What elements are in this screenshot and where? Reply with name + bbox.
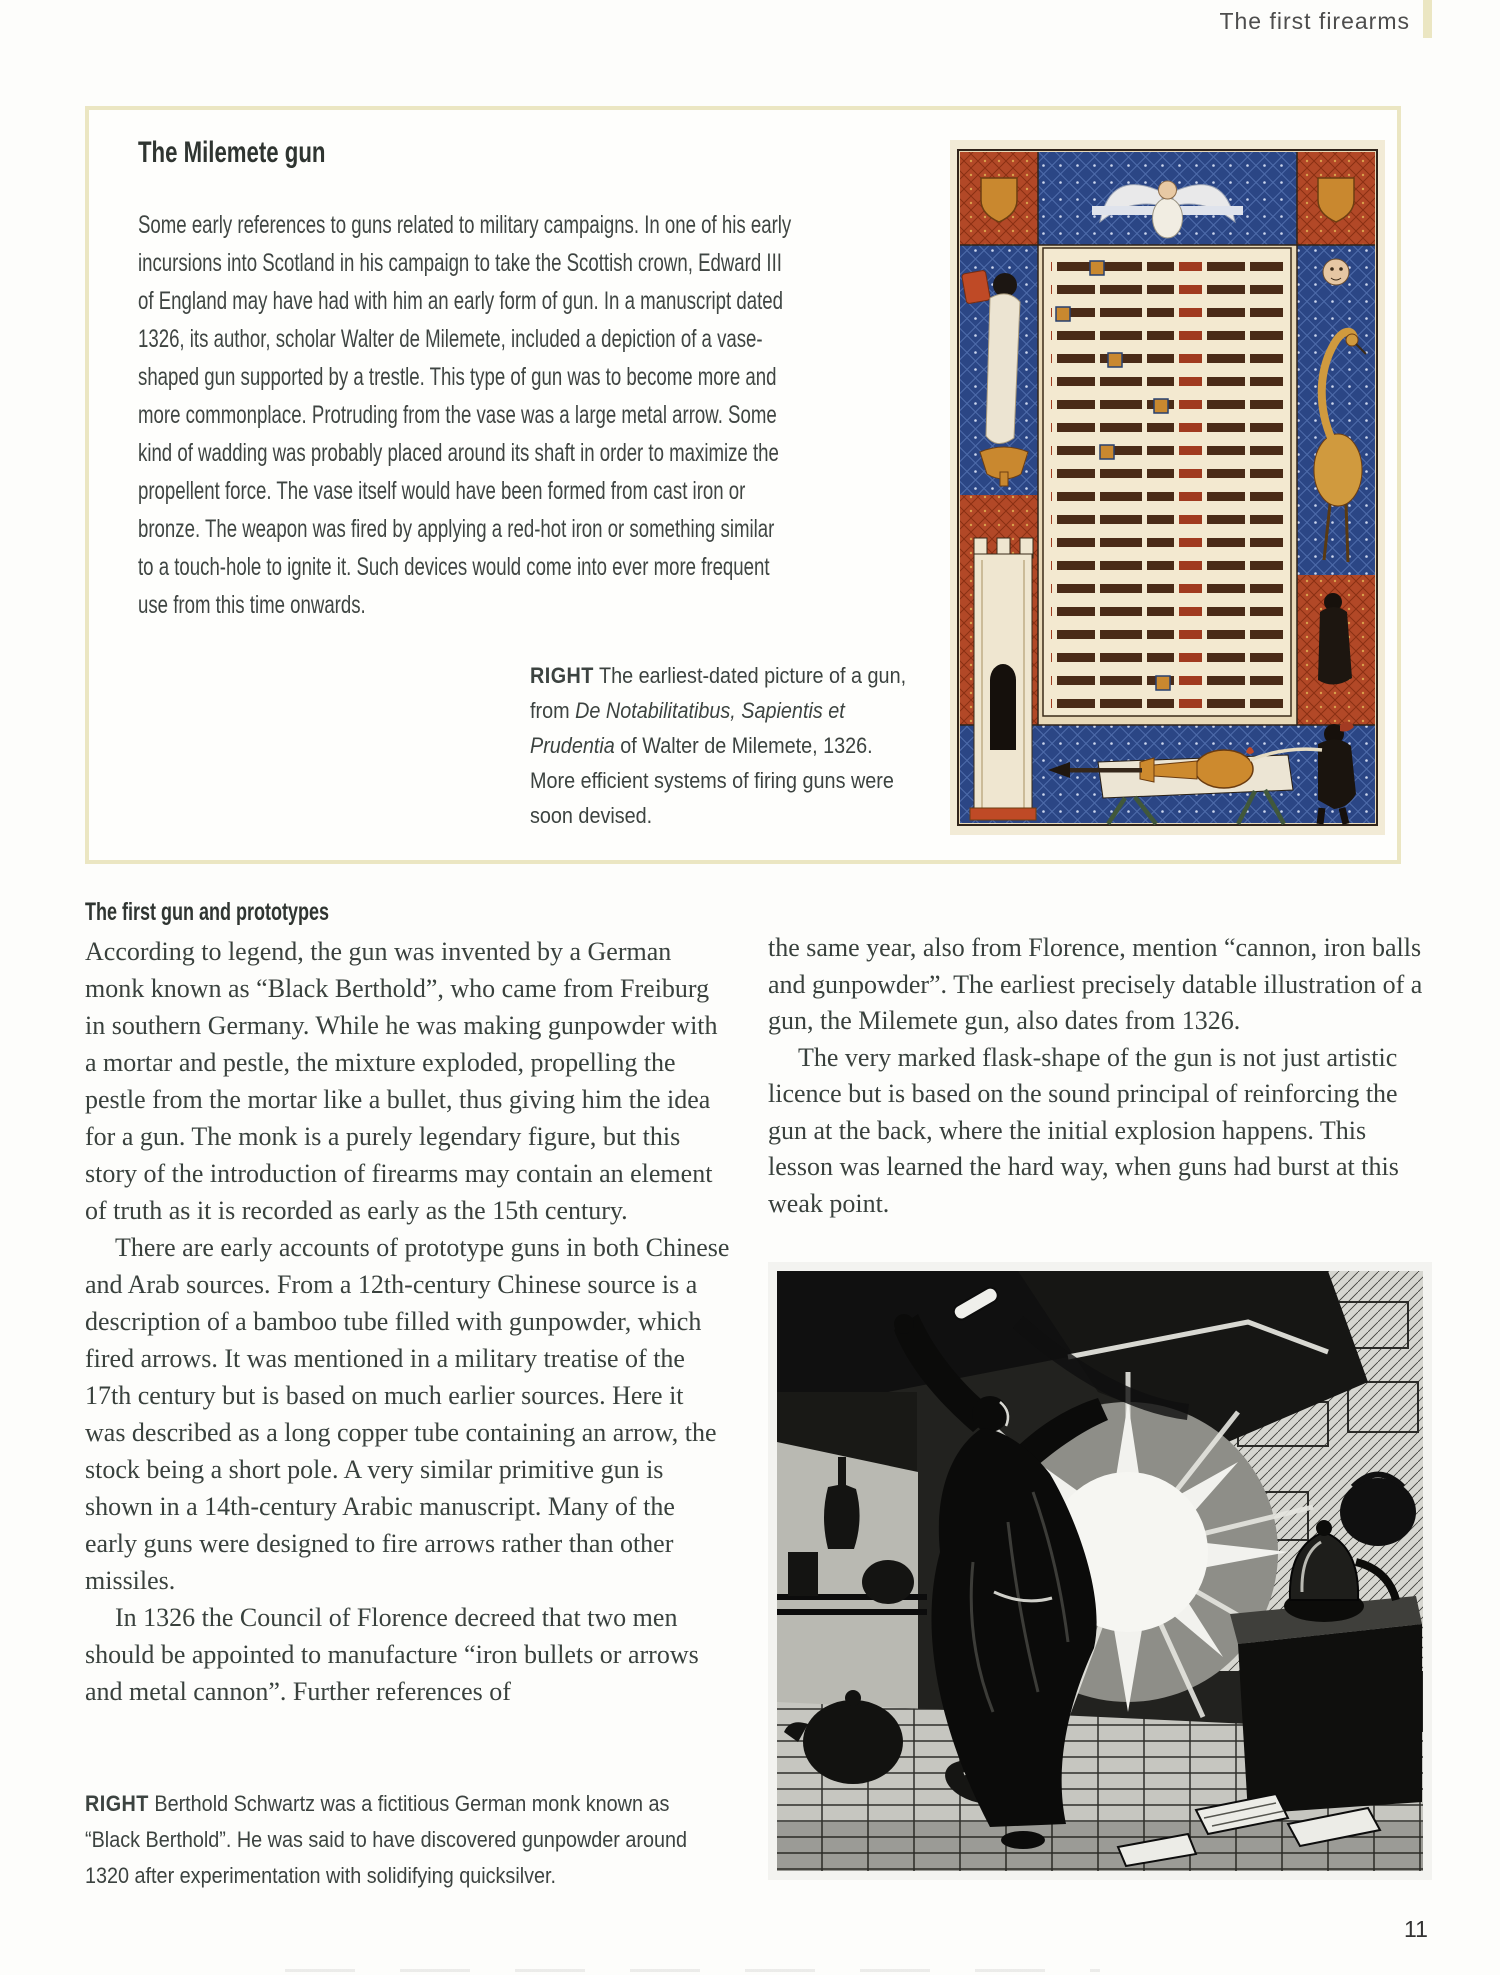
- running-header: The first firearms: [1219, 8, 1410, 34]
- paragraph: the same year, also from Florence, mention “cannon, iron balls and gunpowder”. The earliest precisely datable illustration of a gun, the Milemete gun, also dates from 1326.: [768, 933, 1423, 1035]
- right-column: [768, 930, 1423, 1222]
- caption-segment: Berthold Schwartz was a fictitious German monk known as “Black Berthold”. He was said to have discovered gunpowder around 1320 after experimentation with solidifying quicksilver.: [85, 1791, 688, 1888]
- milemete-manuscript-image: [950, 140, 1385, 835]
- box-body-text: Some early references to guns related to military campaigns. In one of his early incursions into Scotland in his campaign to take the Scottish crown, Edward III of England may have had with him an early form of gun. In a manuscript dated 1326, its author, scholar Walter de Milemete, included a depiction of a vase-shaped gun supported by a trestle. This type of gun was to become more and more commonplace. Protruding from the vase was a large metal arrow. Some kind of wadding was probably placed around its shaft in order to maximize the propellent force. The vase itself would have been formed from cast iron or bronze. The weapon was fired by applying a red-hot iron or something similar to a touch-hole to ignite it. Such devices would come into ever more frequent use from this time onwards.: [138, 211, 792, 619]
- box-caption-wrap: [530, 658, 930, 833]
- paragraph: According to legend, the gun was invented by a German monk known as “Black Berthold”, who came from Freiburg in southern Germany. While he was making gunpowder with a mortar and pestle, the mixture exploded, propelling the pestle from the mortar like a bullet, thus giving him the idea for a gun. The monk is a purely legendary figure, but this story of the introduction of firearms may contain an element of truth as it is recorded as early as the 15th century.: [85, 937, 718, 1225]
- left-column: [85, 933, 730, 1710]
- woodcut-caption: [85, 1786, 697, 1894]
- caption-segment: RIGHT: [530, 663, 594, 688]
- caption-segment: of Walter de Milemete, 1326. More efficient systems of firing guns were soon devised.: [530, 733, 894, 828]
- paragraph: There are early accounts of prototype guns in both Chinese and Arab sources. From a 12th-century Chinese source is a description of a bamboo tube filled with gunpowder, which fired arrows. It was mentioned in a military treatise of the 17th century but is based on much earlier sources. Here it was described as a long copper tube containing an arrow, the stock being a short pole. A very similar primitive gun is shown in a 14th-century Arabic manuscript. Many of the early guns were designed to fire arrows rather than other missiles.: [85, 1233, 730, 1595]
- caption-segment: RIGHT: [85, 1791, 149, 1816]
- box-title: The Milemete gun: [138, 136, 326, 169]
- milemete-feature-box: [85, 106, 1401, 864]
- paragraph: The very marked flask-shape of the gun is not just artistic licence but is based on the sound principal of reinforcing the gun at the back, where the initial explosion happens. This lesson was learned the hard way, when guns had burst at this weak point.: [768, 1042, 1399, 1218]
- manuscript-caption: [530, 658, 922, 833]
- header-accent-bar: [1423, 0, 1432, 38]
- section-heading: The first gun and prototypes: [85, 898, 330, 926]
- caption-segment: De Notabilitatibus, Sapientis et Prudentia: [530, 698, 845, 758]
- box-body-wrap: [138, 206, 798, 624]
- bottom-caption-wrap: [85, 1786, 700, 1894]
- berthold-woodcut-image: [768, 1262, 1432, 1878]
- page-number: 11: [1404, 1916, 1428, 1942]
- scan-edge-artifact: [285, 1969, 1100, 1972]
- caption-segment: The earliest-dated picture of a gun, from: [530, 663, 907, 723]
- paragraph: In 1326 the Council of Florence decreed that two men should be appointed to manufacture “iron bullets or arrows and metal cannon”. Further references of: [85, 1603, 699, 1706]
- manuscript-illustration: [950, 140, 1385, 835]
- woodcut-illustration: [768, 1262, 1432, 1880]
- tower: [970, 538, 1036, 820]
